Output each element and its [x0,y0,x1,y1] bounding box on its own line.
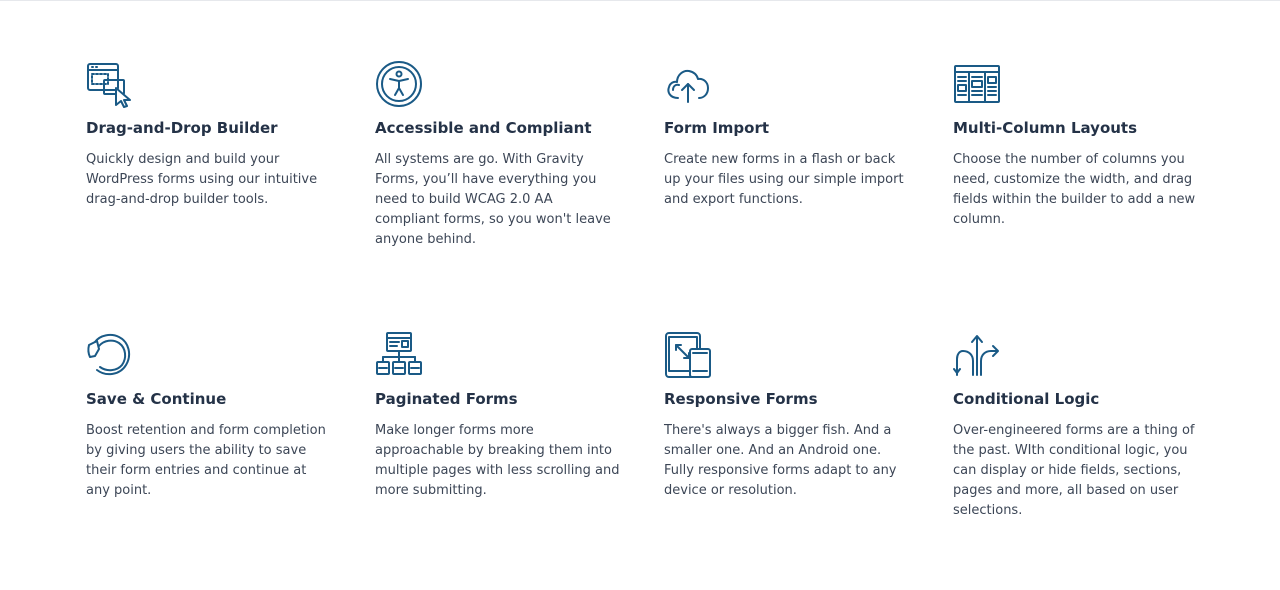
feature-accessible [375,60,664,331]
feature-title: Conditional Logic [953,390,1100,408]
drag-and-drop-icon [86,60,134,108]
features-grid [86,60,1206,571]
save-continue-icon [86,331,134,379]
cloud-upload-icon [664,60,712,108]
feature-title: Multi-Column Layouts [953,119,1138,137]
feature-description: All systems are go. With Gravity Forms, you’ll have everything you need to build WCAG 2.0 AA compliant forms, so you won't leave anyone behind. [375,152,611,247]
feature-title: Accessible and Compliant [375,119,592,137]
feature-title: Drag-and-Drop Builder [86,119,278,137]
feature-description: Choose the number of columns you need, customize the width, and drag fields within the builder to add a new column. [953,152,1196,227]
columns-layout-icon [953,60,1001,108]
responsive-devices-icon [664,331,712,379]
feature-multi-column [953,60,1206,331]
feature-title: Save & Continue [86,390,227,408]
feature-description: Make longer forms more approachable by breaking them into multiple pages with less scrolling and more submitting. [375,423,620,498]
feature-drag-and-drop [86,60,375,331]
feature-save-continue [86,331,375,571]
feature-description: Quickly design and build your WordPress forms using our intuitive drag-and-drop builder tools. [86,152,318,207]
feature-description: Create new forms in a flash or back up your files using our simple import and export functions. [664,152,904,207]
feature-description: There's always a bigger fish. And a smaller one. And an Android one. Fully responsive forms adapt to any device or resolution. [664,423,897,498]
feature-responsive [664,331,953,571]
feature-conditional-logic [953,331,1206,571]
feature-description: Boost retention and form completion by giving users the ability to save their form entries and continue at any point. [86,423,326,498]
feature-title: Responsive Forms [664,390,818,408]
feature-form-import [664,60,953,331]
feature-paginated [375,331,664,571]
feature-title: Form Import [664,119,770,137]
feature-description: Over-engineered forms are a thing of the past. WIth conditional logic, you can display or hide fields, sections, pages and more, all based on user selections. [953,423,1195,518]
paginated-forms-icon [375,331,423,379]
conditional-logic-icon [953,331,1001,379]
accessibility-icon [375,60,423,108]
feature-title: Paginated Forms [375,390,518,408]
